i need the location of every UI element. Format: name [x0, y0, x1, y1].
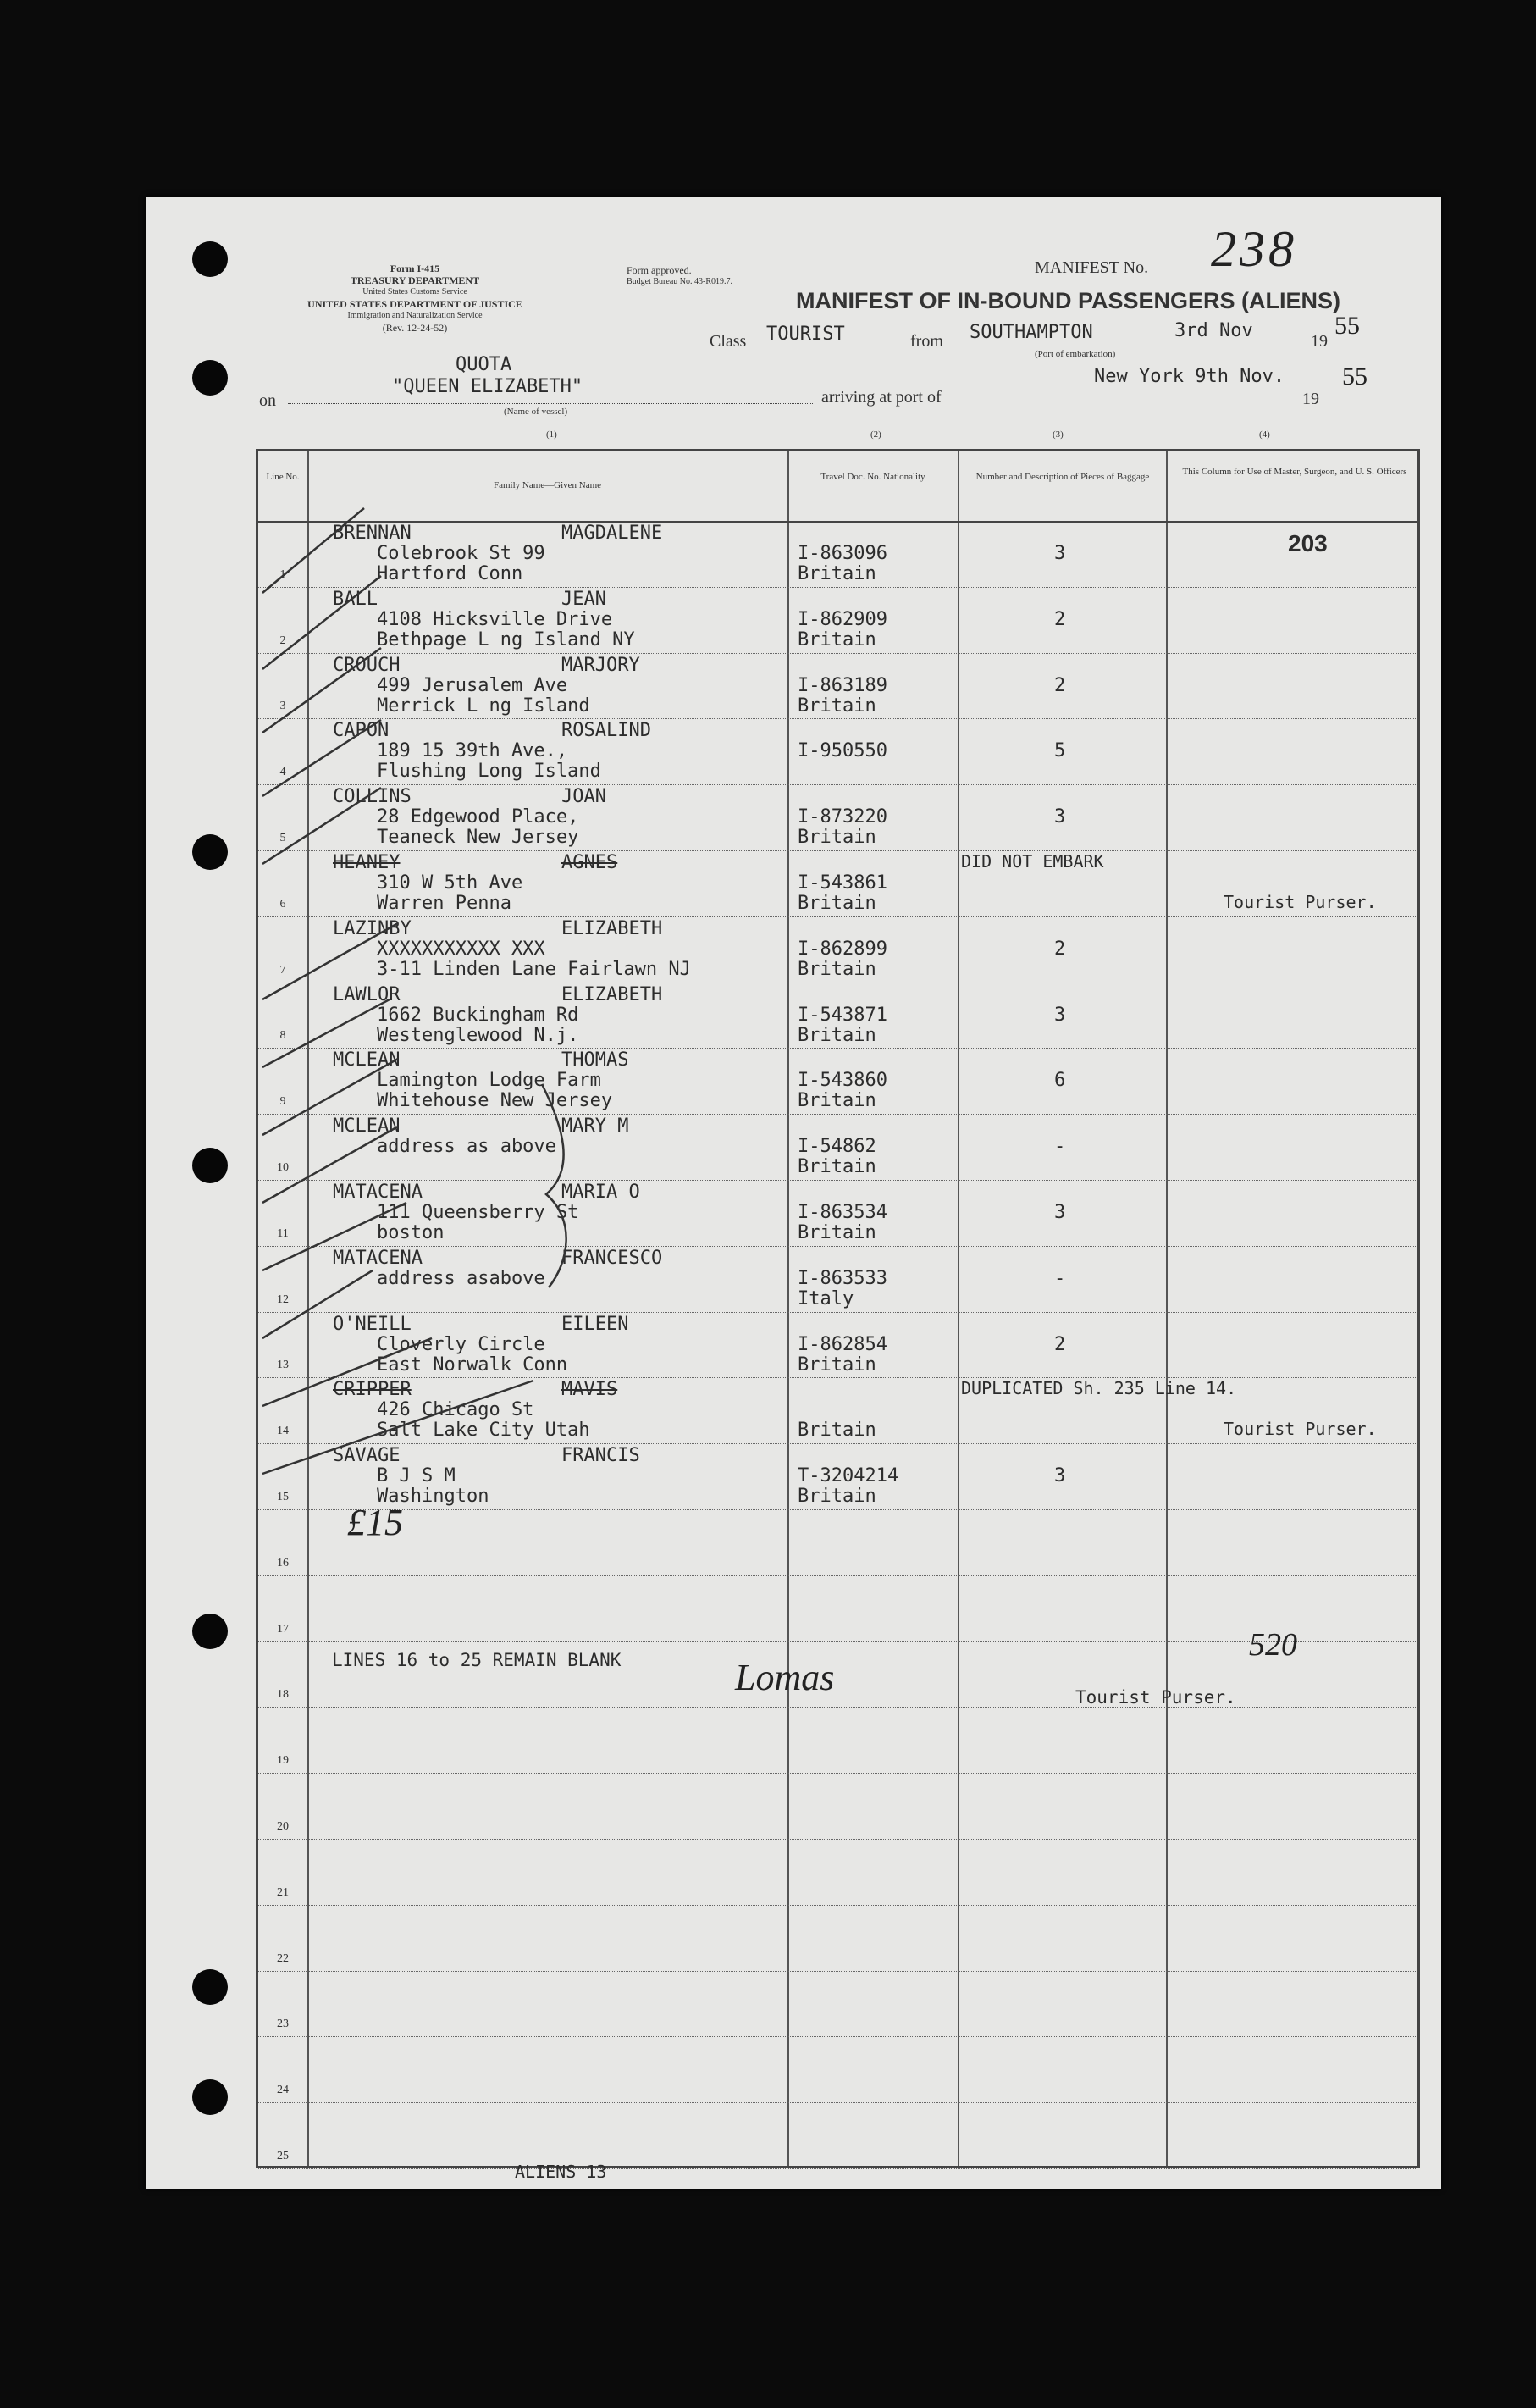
- travel-doc-number: I-862909: [798, 608, 887, 630]
- arriving-label: arriving at port of: [821, 388, 942, 407]
- address-line: 4108 Hicksville Drive: [377, 608, 613, 630]
- officer-note: Tourist Purser.: [1224, 892, 1377, 912]
- line-number: 23: [277, 2018, 289, 2031]
- baggage-count: -: [1054, 1136, 1066, 1158]
- year-prefix: 19: [1311, 332, 1328, 351]
- column-number: (3): [1053, 429, 1064, 440]
- given-name: FRANCESCO: [561, 1247, 663, 1269]
- table-row: [258, 2102, 1417, 2169]
- col-header-line: Line No.: [266, 472, 300, 482]
- nationality: Britain: [798, 1353, 876, 1376]
- address-line: Colebrook St 99: [377, 543, 545, 564]
- nationality: Britain: [798, 563, 876, 584]
- line-number: 14: [277, 1425, 289, 1438]
- line-number: 17: [277, 1622, 289, 1636]
- baggage-count: 2: [1054, 1333, 1066, 1355]
- baggage-count: 5: [1054, 740, 1066, 762]
- quota-label: QUOTA: [456, 354, 512, 375]
- nationality: Britain: [798, 1420, 876, 1442]
- given-name: MARY M: [561, 1115, 629, 1138]
- address-line: XXXXXXXXXXX XXX: [377, 938, 545, 960]
- line-number: 19: [277, 1754, 289, 1768]
- address-line: Hartford Conn: [377, 563, 523, 584]
- line-number: 20: [277, 1819, 289, 1833]
- line-number: 25: [277, 2149, 289, 2162]
- line-number: 5: [279, 831, 286, 844]
- address-line: Teaneck New Jersey: [377, 827, 579, 849]
- address-line: East Norwalk Conn: [377, 1353, 568, 1376]
- column-number: (4): [1259, 429, 1270, 440]
- nationality: Britain: [798, 1222, 876, 1243]
- baggage-count: -: [1054, 1267, 1066, 1289]
- col-header-travel-doc: Travel Doc. No. Nationality: [820, 472, 925, 482]
- table-row: [258, 1707, 1417, 1774]
- punch-hole: [192, 1148, 228, 1183]
- manifest-number: 238: [1211, 221, 1297, 277]
- given-name: JEAN: [561, 588, 606, 610]
- given-name: ELIZABETH: [561, 983, 663, 1005]
- baggage-count: 3: [1054, 1004, 1066, 1026]
- approval-block: [627, 264, 732, 288]
- family-name: SAVAGE: [333, 1445, 401, 1467]
- address-line: Lamington Lodge Farm: [377, 1070, 601, 1092]
- travel-doc-number: I-863534: [798, 1202, 887, 1223]
- address-line: Merrick L ng Island: [377, 695, 590, 717]
- manifest-label: MANIFEST No.: [1035, 258, 1149, 277]
- officer-number: 203: [1288, 530, 1328, 556]
- lines-blank-note: LINES 16 to 25 REMAIN BLANK: [332, 1650, 622, 1670]
- given-name: MARJORY: [561, 654, 640, 676]
- address-line: Warren Penna: [377, 893, 511, 914]
- col-header-baggage: Number and Description of Pieces of Baggage: [975, 472, 1150, 482]
- address-line: Flushing Long Island: [377, 761, 601, 783]
- port-of-embarkation: SOUTHAMPTON: [970, 322, 1093, 343]
- line-number: 24: [277, 2084, 289, 2097]
- punch-hole: [192, 1614, 228, 1649]
- travel-doc-number: I-863533: [798, 1267, 887, 1289]
- col-header-officers: This Column for Use of Master, Surgeon, and U. S. Officers: [1182, 467, 1407, 477]
- revision-label: (Rev. 12-24-52): [382, 322, 448, 334]
- line-number: 7: [279, 963, 286, 977]
- travel-doc-number: I-863189: [798, 674, 887, 696]
- year-suffix: 55: [1334, 312, 1360, 340]
- travel-doc-number: I-862854: [798, 1333, 887, 1355]
- page-title: MANIFEST OF IN-BOUND PASSENGERS (ALIENS): [796, 288, 1341, 313]
- baggage-count: 3: [1054, 543, 1066, 564]
- line-number: 3: [279, 700, 286, 713]
- nationality: Italy: [798, 1287, 854, 1309]
- family-name: COLLINS: [333, 786, 412, 808]
- address-line: Cloverly Circle: [377, 1333, 545, 1355]
- given-name: EILEEN: [561, 1313, 629, 1335]
- class-value: TOURIST: [766, 324, 845, 345]
- travel-doc-number: I-950550: [798, 740, 887, 762]
- line-number: 22: [277, 1951, 289, 1965]
- depart-date: 3rd Nov: [1174, 320, 1253, 341]
- aliens-total: ALIENS 13: [515, 2162, 607, 2182]
- address-line: address asabove: [377, 1267, 545, 1289]
- address-line: Washington: [377, 1486, 489, 1508]
- line-number: 10: [277, 1160, 289, 1174]
- line-number: 1: [279, 567, 286, 581]
- family-name: BRENNAN: [333, 523, 412, 544]
- nationality: Britain: [798, 827, 876, 849]
- from-label: from: [910, 332, 943, 351]
- treasury-department: TREASURY DEPARTMENT: [350, 274, 480, 286]
- nationality: Britain: [798, 958, 876, 980]
- nationality: Britain: [798, 628, 876, 650]
- punch-hole: [192, 2079, 228, 2115]
- family-name: MATACENA: [333, 1247, 423, 1269]
- port-caption: (Port of embarkation): [1035, 349, 1116, 359]
- family-name: HEANEY: [333, 852, 401, 873]
- on-label: on: [259, 391, 276, 410]
- travel-doc-number: I-54862: [798, 1136, 876, 1158]
- baggage-count: 2: [1054, 938, 1066, 960]
- class-label: Class: [710, 332, 747, 351]
- address-line: boston: [377, 1222, 445, 1243]
- year-prefix: 19: [1302, 390, 1319, 408]
- line-number: 13: [277, 1359, 289, 1372]
- given-name: THOMAS: [561, 1049, 629, 1071]
- row-annotation: DUPLICATED Sh. 235 Line 14.: [961, 1378, 1237, 1399]
- ins-label: Immigration and Naturalization Service: [347, 311, 483, 320]
- family-name: CAPON: [333, 720, 390, 742]
- given-name: MARIA O: [561, 1182, 640, 1203]
- nationality: Britain: [798, 1090, 876, 1112]
- line-number: 12: [277, 1293, 289, 1306]
- baggage-count: 3: [1054, 1465, 1066, 1487]
- form-approved: Form approved.: [627, 264, 692, 276]
- purser-label: Tourist Purser.: [1075, 1687, 1236, 1708]
- address-line: 310 W 5th Ave: [377, 872, 523, 894]
- travel-doc-number: I-873220: [798, 806, 887, 828]
- table-row: [258, 1971, 1417, 2038]
- row-annotation: DID NOT EMBARK: [961, 851, 1104, 872]
- address-line: 189 15 39th Ave.,: [377, 740, 568, 762]
- budget-bureau: Budget Bureau No. 43-R019.7.: [627, 277, 732, 286]
- address-line: Whitehouse New Jersey: [377, 1090, 613, 1112]
- travel-doc-number: I-543860: [798, 1070, 887, 1092]
- address-line: 1662 Buckingham Rd: [377, 1004, 579, 1026]
- line-number: 8: [279, 1029, 286, 1043]
- address-line: 3-11 Linden Lane Fairlawn NJ: [377, 958, 691, 980]
- travel-doc-number: I-863096: [798, 543, 887, 564]
- nationality: Britain: [798, 695, 876, 717]
- family-name: O'NEILL: [333, 1313, 412, 1335]
- vessel-underline: [288, 403, 813, 404]
- line-number: 15: [277, 1490, 289, 1503]
- address-line: Salt Lake City Utah: [377, 1420, 590, 1442]
- column-number: (1): [546, 429, 557, 440]
- baggage-count: 2: [1054, 674, 1066, 696]
- travel-doc-number: I-862899: [798, 938, 887, 960]
- family-name: MCLEAN: [333, 1049, 401, 1071]
- vessel-name: "QUEEN ELIZABETH": [392, 376, 583, 397]
- punch-hole: [192, 241, 228, 277]
- family-name: MATACENA: [333, 1182, 423, 1203]
- given-name: MAVIS: [561, 1379, 618, 1401]
- family-name: LAZINBY: [333, 917, 412, 939]
- nationality: Britain: [798, 1024, 876, 1046]
- family-name: CRIPPER: [333, 1379, 412, 1401]
- line-number: 21: [277, 1885, 289, 1899]
- table-row: [258, 1839, 1417, 1906]
- address-line: address as above: [377, 1136, 556, 1158]
- table-row: [258, 1575, 1417, 1642]
- given-name: ELIZABETH: [561, 917, 663, 939]
- table-row: [258, 1773, 1417, 1840]
- table-row: [258, 1905, 1417, 1972]
- handwritten-amount: £15: [347, 1502, 403, 1543]
- table-row: [258, 2036, 1417, 2103]
- family-name: MCLEAN: [333, 1115, 401, 1138]
- given-name: JOAN: [561, 786, 606, 808]
- address-line: 499 Jerusalem Ave: [377, 674, 568, 696]
- line-number: 16: [277, 1556, 289, 1569]
- line-number: 18: [277, 1688, 289, 1702]
- col-header-name: Family Name—Given Name: [493, 480, 602, 490]
- arrival-port-date: New York 9th Nov.: [1094, 366, 1285, 387]
- baggage-count: 3: [1054, 1202, 1066, 1223]
- family-name: BALL: [333, 588, 378, 610]
- line-number: 6: [279, 897, 286, 911]
- department-justice: UNITED STATES DEPARTMENT OF JUSTICE: [307, 298, 522, 310]
- given-name: AGNES: [561, 852, 618, 873]
- nationality: Britain: [798, 1156, 876, 1178]
- line-number: 11: [277, 1226, 289, 1240]
- punch-hole: [192, 834, 228, 870]
- nationality: Britain: [798, 1486, 876, 1508]
- year-suffix: 55: [1342, 363, 1367, 390]
- officer-note: Tourist Purser.: [1224, 1419, 1377, 1440]
- handwritten-initials: 520: [1249, 1627, 1297, 1663]
- baggage-count: 6: [1054, 1070, 1066, 1092]
- punch-hole: [192, 360, 228, 396]
- customs-service: United States Customs Service: [362, 287, 467, 296]
- address-line: Westenglewood N.j.: [377, 1024, 579, 1046]
- handwritten-signature: Lomas: [735, 1657, 835, 1698]
- column-number: (2): [870, 429, 881, 440]
- given-name: ROSALIND: [561, 720, 651, 742]
- family-name: LAWLOR: [333, 983, 401, 1005]
- line-number: 4: [279, 766, 286, 779]
- travel-doc-number: T-3204214: [798, 1465, 899, 1487]
- given-name: MAGDALENE: [561, 523, 663, 544]
- baggage-count: 2: [1054, 608, 1066, 630]
- given-name: FRANCIS: [561, 1445, 640, 1467]
- vessel-caption: (Name of vessel): [504, 407, 568, 417]
- nationality: Britain: [798, 893, 876, 914]
- line-number: 9: [279, 1095, 286, 1109]
- travel-doc-number: I-543871: [798, 1004, 887, 1026]
- address-line: B J S M: [377, 1465, 456, 1487]
- address-line: 28 Edgewood Place,: [377, 806, 579, 828]
- address-line: 426 Chicago St: [377, 1399, 534, 1421]
- punch-hole: [192, 1969, 228, 2005]
- travel-doc-number: I-543861: [798, 872, 887, 894]
- family-name: CROUCH: [333, 654, 401, 676]
- address-line: Bethpage L ng Island NY: [377, 628, 635, 650]
- baggage-count: 3: [1054, 806, 1066, 828]
- line-number: 2: [279, 634, 286, 647]
- address-line: 111 Queensberry St: [377, 1202, 579, 1223]
- form-number: Form I-415: [390, 263, 440, 274]
- form-id-block: [254, 263, 576, 334]
